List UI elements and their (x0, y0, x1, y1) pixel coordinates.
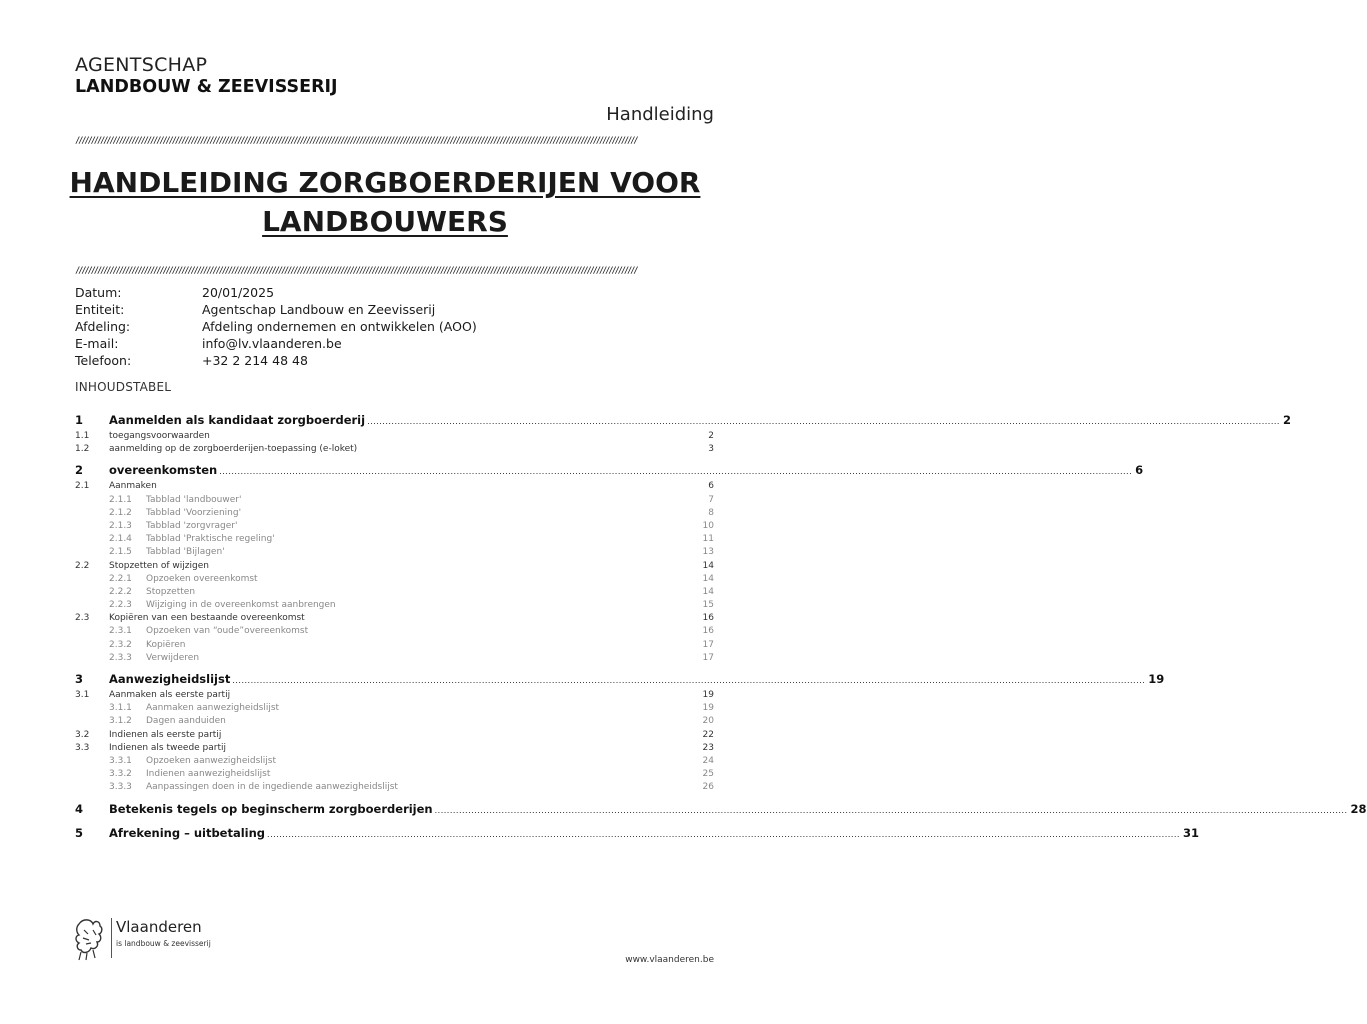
toc-entry-title: Tabblad 'Bijlagen' (146, 547, 225, 558)
toc-entry-number: 2.2.3 (109, 600, 132, 611)
metadata-row (75, 352, 477, 369)
slash-divider-bottom: //////////////////////////////////////////////////////////////////////////////////////////////////////////////////////////////////////////////////////////////////////////////////// (75, 266, 637, 276)
toc-entry-page: 25 (702, 769, 714, 780)
document-type: Handleiding (606, 104, 714, 125)
toc-entry-page: 14 (702, 573, 714, 584)
toc-entry[interactable] (75, 546, 714, 559)
toc-entry[interactable] (75, 689, 714, 702)
toc-entry-title: Tabblad 'Praktische regeling' (146, 534, 275, 545)
toc-entry-page: 8 (708, 507, 714, 518)
toc-entry-page: 3 (708, 444, 714, 455)
toc-entry-title: Aanmaken als eerste partij (109, 690, 231, 700)
title-line-1: HANDLEIDING ZORGBOERDERIJEN VOOR (69, 166, 701, 199)
toc-entry[interactable] (75, 652, 714, 665)
title-line-2: LANDBOUWERS (262, 205, 508, 238)
toc-entry-title: Aanmaken (109, 481, 157, 492)
metadata-row (75, 318, 477, 335)
toc-entry-number: 2.1.5 (109, 547, 132, 558)
toc-entry-page: 16 (702, 626, 714, 637)
toc-entry-number: 5 (75, 825, 84, 840)
toc-entry-title: Indienen als tweede partij (109, 742, 227, 753)
toc-entry-number: 3 (75, 672, 84, 686)
toc-entry-page: 20 (702, 716, 714, 727)
toc-entry[interactable] (75, 799, 1367, 819)
toc-entry-number: 2.2.2 (109, 586, 132, 597)
toc-entry-title: Stopzetten (146, 586, 196, 597)
toc-leader-dots: ............................................................................................................................................................................................................................................................................................................ (219, 467, 1133, 477)
toc-entry-title: overeenkomsten (109, 463, 218, 478)
toc-entry[interactable] (75, 560, 714, 573)
toc-entry[interactable] (75, 742, 714, 755)
toc-entry-number: 2.1.2 (109, 507, 132, 518)
toc-entry[interactable] (75, 781, 714, 794)
toc-leader-dots: ............................................................................................................................................................................................................................................................................................................ (267, 829, 1180, 839)
toc-entry-title: Aanwezigheidslijst (109, 672, 231, 686)
toc-entry-number: 2.1 (75, 481, 90, 492)
toc-entry-page: 28 (1350, 801, 1367, 816)
document-metadata (75, 284, 477, 369)
metadata-row (75, 301, 477, 318)
metadata-label: E-mail: (75, 336, 119, 351)
toc-entry-number: 2.3.2 (109, 639, 132, 650)
toc-entry-page: 24 (702, 755, 714, 766)
toc-entry-page: 19 (702, 703, 714, 714)
toc-entry[interactable] (75, 460, 1144, 480)
toc-entry-page: 14 (702, 560, 714, 571)
toc-entry[interactable] (75, 612, 714, 625)
toc-entry[interactable] (75, 823, 1199, 843)
toc-entry-title: Aanpassingen doen in de ingediende aanwezigheidslijst (146, 782, 398, 793)
toc-entry-page: 26 (702, 782, 714, 793)
toc-entry-title: Tabblad 'landbouwer' (146, 494, 242, 505)
toc-entry-page: 22 (702, 729, 714, 740)
toc-entry[interactable] (75, 573, 714, 586)
toc-entry-page: 17 (702, 652, 714, 663)
toc-entry-number: 3.3.2 (109, 769, 132, 780)
toc-leader-dots: ............................................................................................................................................................................................................................................................................................................ (232, 676, 1146, 685)
toc-entry-number: 2.1.4 (109, 534, 132, 545)
toc-entry-title: Aanmaken aanwezigheidslijst (146, 703, 280, 714)
flemish-lion-icon (73, 916, 109, 962)
toc-entry-title: Opzoeken aanwezigheidslijst (146, 755, 276, 766)
toc-entry-page: 23 (702, 742, 714, 753)
metadata-value: 20/01/2025 (202, 285, 275, 300)
table-of-contents (75, 410, 1367, 843)
metadata-value: Afdeling ondernemen en ontwikkelen (AOO) (202, 319, 477, 334)
toc-entry[interactable] (75, 669, 1165, 689)
toc-entry[interactable] (75, 520, 714, 533)
toc-entry[interactable] (75, 443, 714, 456)
toc-entry[interactable] (75, 430, 714, 443)
toc-entry-title: Tabblad 'Voorziening' (146, 507, 242, 518)
toc-entry-page: 6 (708, 481, 714, 492)
toc-entry-number: 2.1.3 (109, 520, 132, 531)
toc-entry-number: 1.2 (75, 444, 90, 455)
toc-entry-title: Indienen als eerste partij (109, 729, 222, 740)
toc-leader-dots: ............................................................................................................................................................................................................................................................................................................ (434, 805, 1348, 815)
toc-leader-dots: ............................................................................................................................................................................................................................................................................................................ (367, 417, 1280, 426)
logo-subtitle: is landbouw & zeevisserij (116, 939, 211, 948)
toc-entry-title: Stopzetten of wijzigen (109, 560, 209, 571)
toc-entry-page: 10 (702, 520, 714, 531)
metadata-label: Telefoon: (75, 353, 132, 368)
agency-name-line2: LANDBOUW & ZEEVISSERIJ (75, 77, 338, 97)
toc-entry-page: 17 (702, 639, 714, 650)
toc-entry-number: 2.2 (75, 560, 90, 571)
toc-heading: INHOUDSTABEL (75, 380, 172, 394)
toc-entry[interactable] (75, 768, 714, 781)
toc-entry[interactable] (75, 586, 714, 599)
logo-wordmark: Vlaanderen (116, 918, 202, 936)
toc-entry-title: Opzoeken overeenkomst (146, 573, 258, 584)
toc-entry-page: 19 (1148, 672, 1165, 686)
website-url: www.vlaanderen.be (625, 955, 714, 965)
vlaanderen-logo (73, 916, 213, 962)
toc-entry-page: 2 (1282, 413, 1291, 427)
toc-entry[interactable] (75, 533, 714, 546)
toc-entry-page: 19 (702, 690, 714, 700)
toc-entry-title: Betekenis tegels op beginscherm zorgboerderijen (109, 801, 433, 816)
metadata-value: info@lv.vlaanderen.be (202, 336, 342, 351)
toc-entry-number: 3.2 (75, 729, 90, 740)
toc-entry-title: aanmelding op de zorgboerderijen-toepassing (e-loket) (109, 444, 358, 455)
toc-entry-page: 2 (708, 431, 714, 441)
toc-entry[interactable] (75, 639, 714, 652)
toc-entry-number: 4 (75, 801, 84, 816)
toc-entry[interactable] (75, 625, 714, 638)
metadata-label: Datum: (75, 285, 122, 300)
toc-entry[interactable] (75, 494, 714, 507)
toc-entry-title: Kopiëren van een bestaande overeenkomst (109, 613, 305, 624)
metadata-label: Afdeling: (75, 319, 131, 334)
metadata-value: Agentschap Landbouw en Zeevisserij (202, 302, 436, 317)
toc-entry-number: 2.3.3 (109, 652, 132, 663)
toc-entry-number: 2.1.1 (109, 494, 132, 505)
toc-entry[interactable] (75, 410, 1291, 430)
toc-entry-number: 3.3.1 (109, 755, 132, 766)
toc-entry-title: Verwijderen (146, 652, 200, 663)
toc-entry-page: 13 (702, 547, 714, 558)
toc-entry-page: 7 (708, 494, 714, 505)
toc-entry-number: 3.1.2 (109, 716, 132, 727)
toc-entry[interactable] (75, 715, 714, 728)
slash-divider-top: //////////////////////////////////////////////////////////////////////////////////////////////////////////////////////////////////////////////////////////////////////////////////// (75, 136, 637, 146)
toc-entry[interactable] (75, 755, 714, 768)
metadata-row (75, 284, 477, 301)
toc-entry-title: Dagen aanduiden (146, 716, 226, 727)
toc-entry-page: 31 (1182, 825, 1199, 840)
toc-entry-title: Opzoeken van “oude”overeenkomst (146, 626, 309, 637)
toc-entry-title: toegangsvoorwaarden (109, 431, 210, 441)
toc-entry-number: 1 (75, 413, 84, 427)
toc-entry[interactable] (75, 599, 714, 612)
metadata-label: Entiteit: (75, 302, 125, 317)
toc-entry[interactable] (75, 702, 714, 715)
toc-entry[interactable] (75, 480, 714, 493)
toc-entry-number: 3.1.1 (109, 703, 132, 714)
toc-entry-page: 14 (702, 586, 714, 597)
toc-entry[interactable] (75, 507, 714, 520)
toc-entry-number: 2 (75, 463, 84, 478)
metadata-row (75, 335, 477, 352)
toc-entry-title: Wijziging in de overeenkomst aanbrengen (146, 600, 336, 611)
toc-entry-page: 16 (702, 613, 714, 624)
agency-name-line1: AGENTSCHAP (75, 54, 208, 76)
toc-entry-title: Kopiëren (146, 639, 186, 650)
toc-entry-number: 3.1 (75, 690, 90, 700)
toc-entry-page: 15 (702, 600, 714, 611)
toc-entry-title: Aanmelden als kandidaat zorgboerderij (109, 413, 366, 427)
toc-entry-title: Afrekening – uitbetaling (109, 825, 266, 840)
toc-entry-number: 3.3.3 (109, 782, 132, 793)
logo-divider (111, 918, 112, 958)
toc-entry-page: 6 (1135, 463, 1144, 478)
toc-entry-number: 2.3.1 (109, 626, 132, 637)
toc-entry-number: 2.3 (75, 613, 90, 624)
toc-entry-title: Tabblad 'zorgvrager' (146, 520, 238, 531)
document-title (60, 163, 710, 241)
toc-entry-number: 2.2.1 (109, 573, 132, 584)
toc-entry-title: Indienen aanwezigheidslijst (146, 769, 271, 780)
toc-entry-page: 11 (702, 534, 714, 545)
metadata-value: +32 2 214 48 48 (202, 353, 308, 368)
toc-entry-number: 3.3 (75, 742, 90, 753)
toc-entry-number: 1.1 (75, 431, 90, 441)
toc-entry[interactable] (75, 729, 714, 742)
